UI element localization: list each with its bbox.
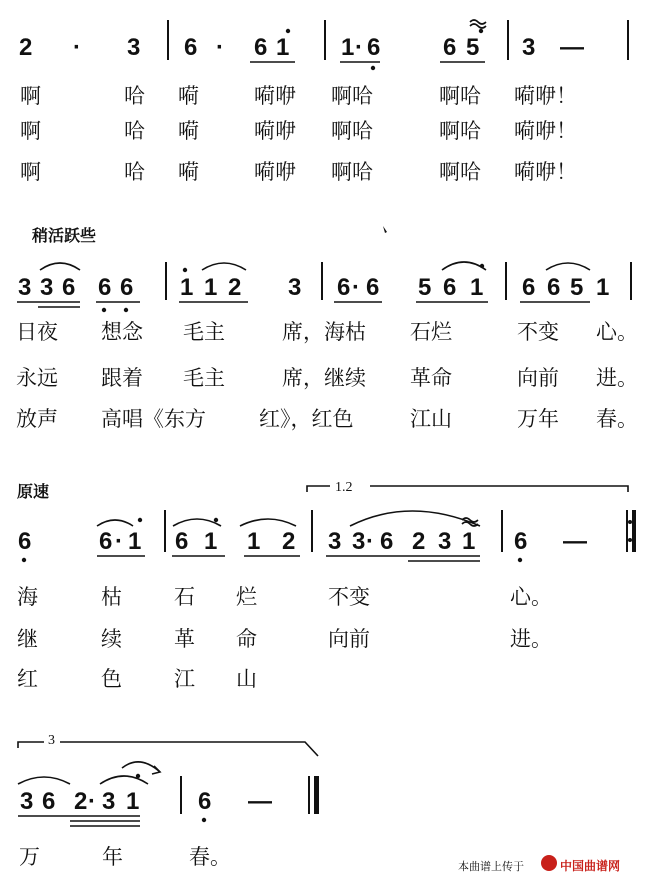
slur <box>240 519 296 526</box>
lyric: 啊哈 <box>331 160 373 184</box>
note: 2 <box>412 528 426 555</box>
note: 6 <box>380 528 394 555</box>
lyric: 进。 <box>510 627 552 651</box>
dash-sustain: — <box>560 34 584 61</box>
note: 1 <box>276 34 290 61</box>
slur <box>100 776 148 784</box>
slur <box>18 777 70 784</box>
lyric: 革命 <box>410 366 452 390</box>
note: 6 <box>98 274 112 301</box>
note: 1 <box>596 274 610 301</box>
lyric: 红 <box>17 667 38 691</box>
note: 6 <box>337 274 351 301</box>
lyric: 日夜 <box>16 320 58 344</box>
lyric: 江 <box>174 667 195 691</box>
lyric: 春。 <box>596 407 638 431</box>
note: 3 <box>20 788 34 815</box>
slur <box>202 263 246 270</box>
lyric: 啊哈 <box>439 160 481 184</box>
lyric: 石 <box>174 585 195 609</box>
note: 6 <box>514 528 528 555</box>
note: 3 <box>18 274 32 301</box>
site-brand: 中国曲谱网 <box>560 859 621 873</box>
note: 6 <box>42 788 56 815</box>
slur <box>40 263 80 270</box>
note: 3 <box>127 34 141 61</box>
lyric: 放声 <box>16 407 58 431</box>
lyric: 山 <box>236 667 257 691</box>
note: 1 <box>204 528 218 555</box>
lyric: 席，继续 <box>282 366 366 390</box>
lyric: 心。 <box>596 320 638 344</box>
note: 6 <box>184 34 198 61</box>
note: 6 <box>254 34 268 61</box>
note: 6 <box>120 274 134 301</box>
note: 1 <box>126 788 140 815</box>
note: 6 <box>367 34 381 61</box>
lyric: 嗬咿！ <box>514 160 577 184</box>
note-dot: · <box>355 34 363 61</box>
lyric: 高唱《东方 <box>101 407 206 431</box>
lyric: 继 <box>17 627 38 651</box>
note: 5 <box>570 274 584 301</box>
note: 5 <box>418 274 432 301</box>
lyric: 春。 <box>189 845 231 869</box>
slur <box>173 519 221 526</box>
note: 1 <box>341 34 355 61</box>
lyric: 向前 <box>517 366 559 390</box>
site-logo-icon <box>541 855 557 871</box>
lyric: 啊 <box>20 160 41 184</box>
lyric: 嗬咿！ <box>514 119 577 143</box>
note: 3 <box>102 788 116 815</box>
note: 6 <box>18 528 32 555</box>
volta-bracket <box>18 742 44 748</box>
lyric: 想念 <box>101 320 143 344</box>
note: 3 <box>438 528 452 555</box>
slur <box>546 263 590 270</box>
lyric: 枯 <box>101 585 122 609</box>
volta-bracket <box>307 486 330 492</box>
note: 1 <box>180 274 194 301</box>
lyric: 毛主 <box>183 366 225 390</box>
lyric: 万年 <box>517 407 559 431</box>
tempo-marking: 稍活跃些 <box>32 226 97 245</box>
note: 3 <box>288 274 302 301</box>
lyric: 不变 <box>328 585 370 609</box>
lyric: 嗬咿！ <box>514 84 577 108</box>
lyric: 席，海枯 <box>282 320 366 344</box>
lyric: 嗬咿 <box>254 84 296 108</box>
lyric: 石烂 <box>410 320 452 344</box>
lyric: 啊哈 <box>331 84 373 108</box>
lyric: 向前 <box>328 627 370 651</box>
volta-label: 3 <box>48 733 55 748</box>
note: 1 <box>204 274 218 301</box>
note: 1 <box>247 528 261 555</box>
note: 6 <box>198 788 212 815</box>
lyric: 嗬 <box>178 160 199 184</box>
lyric: 永远 <box>16 366 58 390</box>
lyric: 啊 <box>20 119 41 143</box>
note: 2 <box>74 788 88 815</box>
lyric: 嗬 <box>178 84 199 108</box>
note: 3 <box>522 34 536 61</box>
lyric: 万 <box>19 845 40 869</box>
note: 6 <box>547 274 561 301</box>
note-dot: · <box>216 34 224 61</box>
note-dot: · <box>352 274 360 301</box>
lyric: 嗬咿 <box>254 119 296 143</box>
upload-note: 本曲谱上传于 <box>458 860 524 873</box>
lyric: 心。 <box>510 585 552 609</box>
note: 3 <box>40 274 54 301</box>
volta-label: 1.2 <box>335 480 353 495</box>
note-dot: · <box>73 34 81 61</box>
lyric: 毛主 <box>183 320 225 344</box>
note: 3 <box>352 528 366 555</box>
lyric: 烂 <box>236 585 257 609</box>
note: 6 <box>522 274 536 301</box>
lyric: 嗬咿 <box>254 160 296 184</box>
lyric: 嗬 <box>178 119 199 143</box>
lyric: 哈 <box>124 160 145 184</box>
note: 5 <box>466 34 480 61</box>
note: 1 <box>470 274 484 301</box>
note: 1 <box>128 528 142 555</box>
lyric: 啊哈 <box>439 84 481 108</box>
lyric: 色 <box>101 667 122 691</box>
mordent-mark <box>470 20 486 24</box>
note: 2 <box>282 528 296 555</box>
tempo-marking: 原速 <box>17 482 50 501</box>
dash-sustain: — <box>563 528 587 555</box>
slur <box>442 262 486 270</box>
lyric: 海 <box>17 585 38 609</box>
lyric: 啊哈 <box>439 119 481 143</box>
note-dot: · <box>88 788 96 815</box>
lyric: 跟着 <box>101 366 143 390</box>
lyric: 江山 <box>410 407 452 431</box>
lyric: 进。 <box>596 366 638 390</box>
note: 6 <box>99 528 113 555</box>
lyric: 啊 <box>20 84 41 108</box>
lyric: 年 <box>102 845 123 869</box>
note-dot: · <box>366 528 374 555</box>
lyric: 不变 <box>517 320 559 344</box>
note: 3 <box>328 528 342 555</box>
slur <box>97 520 133 526</box>
lyric: 续 <box>101 627 122 651</box>
slur <box>350 511 480 526</box>
note: 6 <box>175 528 189 555</box>
lyric: 命 <box>236 627 257 651</box>
lyric: 哈 <box>124 84 145 108</box>
note: 6 <box>62 274 76 301</box>
lyric: 啊哈 <box>331 119 373 143</box>
lyric: 红》，红色 <box>259 407 354 431</box>
lyric: 革 <box>174 627 195 651</box>
note: 1 <box>462 528 476 555</box>
note: 6 <box>366 274 380 301</box>
note: 6 <box>443 274 457 301</box>
note: 2 <box>228 274 242 301</box>
note-dot: · <box>115 528 123 555</box>
dash-sustain: — <box>248 788 272 815</box>
lyric: 哈 <box>124 119 145 143</box>
note: 2 <box>19 34 33 61</box>
note: 6 <box>443 34 457 61</box>
